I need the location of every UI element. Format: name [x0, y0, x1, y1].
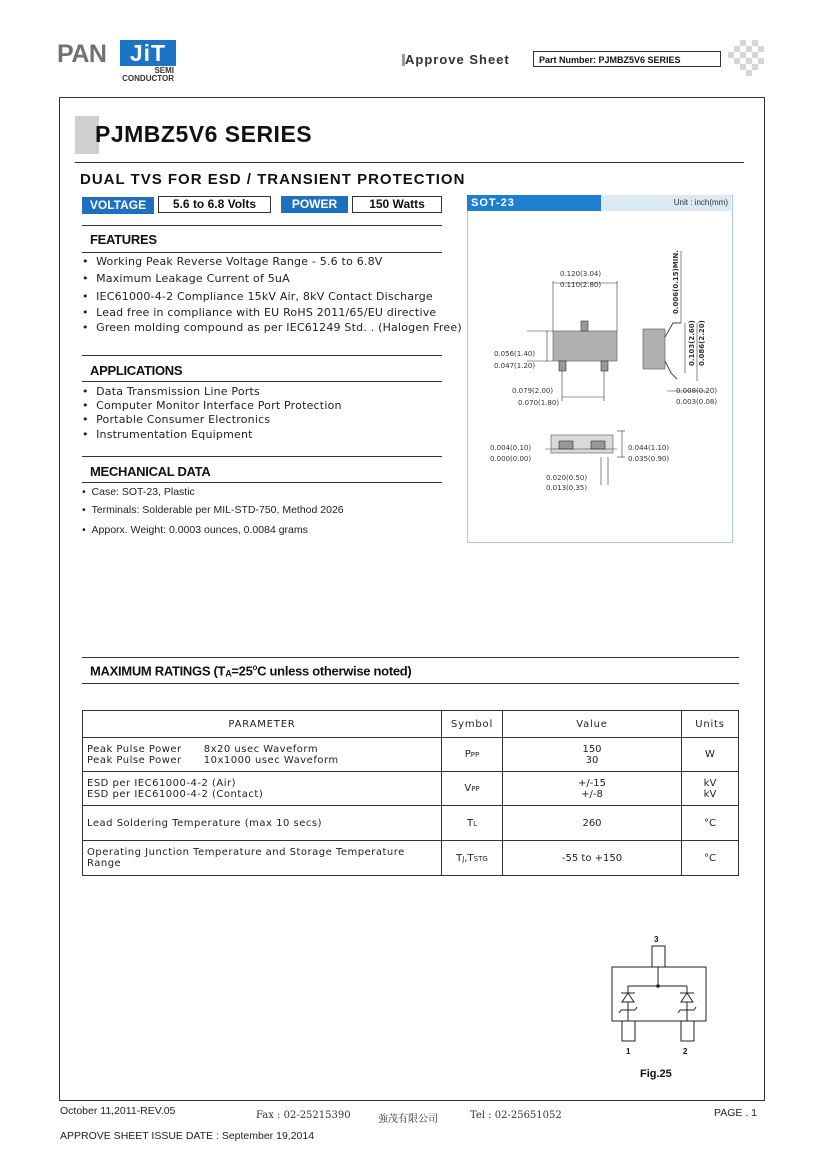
dim-vertical-min: 0.006(0.15)MIN. [672, 250, 680, 314]
mechanical-rule-top [82, 456, 442, 457]
footer-issue-date: APPROVE SHEET ISSUE DATE : September 19,2014 [60, 1130, 315, 1142]
pin-2-label: 2 [683, 1047, 688, 1056]
feature-item: • IEC61000-4-2 Compliance 15kV Air, 8kV Contact Discharge [82, 290, 433, 303]
dim-pitch-max: 0.079(2.00) [512, 387, 554, 395]
feature-item: • Maximum Leakage Current of 5uA [82, 272, 290, 285]
applications-heading: APPLICATIONS [90, 363, 183, 378]
dim-pin-width-min: 0.013(0.35) [546, 484, 588, 492]
maxratings-rule-top [82, 657, 739, 658]
col-symbol: Symbol [442, 711, 503, 738]
package-name: SOT-23 [467, 195, 601, 211]
checker-decoration-icon [724, 38, 764, 78]
col-parameter: PARAMETER [83, 711, 442, 738]
dim-width-max: 0.120(3.04) [560, 270, 602, 278]
mechanical-item: • Case: SOT-23, Plastic [82, 486, 195, 498]
feature-item: • Lead free in compliance with EU RoHS 2011/65/EU directive [82, 306, 437, 319]
value-cell: +/-15 +/-8 [503, 772, 682, 806]
applications-rule-top [82, 355, 442, 356]
dim-pin-width-max: 0.020(0.50) [546, 474, 588, 482]
maxratings-rule-bottom [82, 683, 739, 684]
param-cell: Lead Soldering Temperature (max 10 secs) [83, 806, 442, 841]
part-number-box: Part Number: PJMBZ5V6 SERIES [533, 51, 721, 67]
unit-cell: °C [682, 806, 739, 841]
dim-body-height-max: 0.044(1.10) [628, 444, 670, 452]
application-item: • Data Transmission Line Ports [82, 385, 260, 398]
dim-total-height-min: 0.086(2.20) [698, 320, 706, 366]
logo-pan-text: PAN [57, 40, 107, 68]
application-item: • Computer Monitor Interface Port Protection [82, 399, 342, 412]
table-header-row [83, 711, 739, 738]
application-item: • Portable Consumer Electronics [82, 413, 271, 426]
table-row [83, 738, 739, 772]
dim-lead-min: 0.003(0.08) [676, 398, 718, 406]
power-value: 150 Watts [352, 196, 442, 213]
table-row [83, 772, 739, 806]
pin-1-label: 1 [626, 1047, 631, 1056]
power-tag: POWER [281, 196, 348, 213]
figure-caption: Fig.25 [640, 1068, 672, 1080]
table-row [83, 841, 739, 876]
unit-cell: kV kV [682, 772, 739, 806]
symbol-cell: TJ,TSTG [442, 841, 503, 876]
unit-cell: W [682, 738, 739, 772]
package-unit: Unit : inch(mm) [601, 195, 731, 211]
col-units: Units [682, 711, 739, 738]
dim-total-height-max: 0.103(2.60) [688, 320, 696, 366]
application-item: • Instrumentation Equipment [82, 428, 253, 441]
max-ratings-heading: MAXIMUM RATINGS ($TA=25^oC$ unless otherwise noted) [90, 663, 412, 679]
logo-jit-text: JiT [120, 40, 176, 66]
title-rule [75, 162, 744, 163]
dim-standoff-min: 0.000(0.00) [490, 455, 532, 463]
features-rule-bottom [82, 252, 442, 253]
table-row [83, 806, 739, 841]
page-title: PJMBZ5V6 SERIES [95, 121, 313, 147]
value-cell: 260 [503, 806, 682, 841]
footer-page: PAGE . 1 [714, 1107, 757, 1119]
dim-lead-max: 0.008(0.20) [676, 387, 718, 395]
dim-body-height-min: 0.035(0.90) [628, 455, 670, 463]
unit-cell: °C [682, 841, 739, 876]
feature-item: • Green molding compound as per IEC61249 Std. . (Halogen Free) [82, 321, 462, 334]
applications-rule-bottom [82, 381, 442, 382]
symbol-cell: TL [442, 806, 503, 841]
logo-sub-conductor: CONDUCTOR [122, 74, 174, 83]
logo-sub-semi: SEMI [154, 66, 174, 75]
product-subtitle: DUAL TVS FOR ESD / TRANSIENT PROTECTION [80, 171, 466, 188]
pin-3-label: 3 [654, 935, 659, 944]
voltage-tag: VOLTAGE [82, 197, 154, 214]
dim-pitch-min: 0.070(1.80) [518, 399, 560, 407]
feature-item: • Working Peak Reverse Voltage Range - 5.6 to 6.8V [82, 255, 383, 268]
dim-standoff-max: 0.004(0.10) [490, 444, 532, 452]
dim-height-min: 0.047(1.20) [494, 362, 536, 370]
param-cell: ESD per IEC61000-4-2 (Air) ESD per IEC61000-4-2 (Contact) [83, 772, 442, 806]
mechanical-item: • Terminals: Solderable per MIL-STD-750, Method 2026 [82, 504, 344, 516]
symbol-cell: VPP [442, 772, 503, 806]
circuit-diagram [605, 930, 715, 1050]
param-cell: Peak Pulse Power 8x20 usec Waveform Peak Pulse Power 10x1000 usec Waveform [83, 738, 442, 772]
mechanical-heading: MECHANICAL DATA [90, 464, 211, 479]
dim-width-min: 0.110(2.80) [560, 281, 602, 289]
footer-tel: Tel : 02-25651052 [470, 1110, 562, 1121]
symbol-cell: PPP [442, 738, 503, 772]
logo-subtitle [122, 67, 174, 83]
value-cell: 150 30 [503, 738, 682, 772]
features-rule-top [82, 225, 442, 226]
ratings-table [82, 710, 739, 876]
col-value: Value [503, 711, 682, 738]
footer-company: 強茂有限公司 [378, 1114, 438, 1125]
voltage-value: 5.6 to 6.8 Volts [158, 196, 271, 213]
footer-fax: Fax : 02-25215390 [256, 1110, 351, 1121]
mechanical-rule-bottom [82, 482, 442, 483]
value-cell: -55 to +150 [503, 841, 682, 876]
dim-height-max: 0.056(1.40) [494, 350, 536, 358]
approve-sheet-label: Approve Sheet [405, 52, 510, 67]
mechanical-item: • Apporx. Weight: 0.0003 ounces, 0.0084 grams [82, 524, 308, 536]
package-drawing [467, 211, 731, 541]
param-cell: Operating Junction Temperature and Storage Temperature Range [83, 841, 442, 876]
features-heading: FEATURES [90, 232, 157, 247]
footer-date-rev: October 11,2011-REV.05 [60, 1105, 176, 1117]
